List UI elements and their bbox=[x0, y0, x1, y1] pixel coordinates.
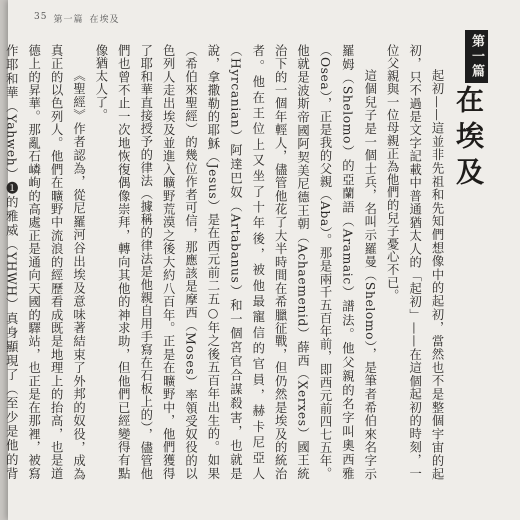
header-part: 第一篇 bbox=[53, 15, 84, 25]
body-text bbox=[4, 44, 448, 480]
paragraph-3: 《聖經》作者認為，從尼羅河谷出埃及意味著結束了外邦的奴役，成為真正的以色列人。他們在曠野中流浪的經歷看成既是地理上的抬高，也是道德上的昇華。那亂石嶙峋的高處正是通向天國的驛站，也正是在那裡，被寫作耶和華（Yahweh）❶的雅威（YHWH）真身顯現了（至少是他的背 bbox=[4, 44, 86, 480]
chapter-heading bbox=[452, 30, 488, 193]
running-header bbox=[34, 12, 119, 25]
header-section: 在埃及 bbox=[89, 15, 120, 25]
book-page bbox=[4, 0, 520, 520]
page-number: 35 bbox=[34, 12, 48, 22]
chapter-title: 在埃及 bbox=[452, 85, 485, 193]
paragraph-1: 起初——這並非先祖和先知們想像中的起初，當然也不是整個宇宙的起初，只不過是文字記載中普通猶太人的「起初」——在這個起初的時刻，一位父親與一位母親正為他們的兒子憂心不已。 bbox=[385, 44, 444, 480]
chapter-label: 第一篇 bbox=[465, 30, 488, 83]
paragraph-2: 這個兒子是一個士兵，名叫示羅曼（Shelomo），是筆者希伯來名字示羅姆（Shelomo）的亞蘭語（Aramaic）譜法。他父親的名字叫奧西雅（Osea），正是我的父親（Aba）。那是兩千五百年前，即西元前四七五年。他就是波斯帝國阿契美尼德王朝（Achaemenid）薛西（Xerxes）國王統治下的一個年輕人，儘管他花了大半時間在希臘征戰，但仍然是埃及的統治者。他在王位上又坐了十年後，被他最寵信的官員，赫卡尼亞人（Hyrcanian）阿達巴奴（Artabanus）和一個宮官合謀殺害，也就是說，拿撒勒的耶穌（Jesus）是在西元前二五○年之後五百年出生的。如果（希伯來聖經）的幾位作者可信，那應該是摩西（Moses）率領受奴役的以色列人走出埃及並進入曠野荒漠之後大約八百年。正是在曠野中，他們獲得了耶和華直接授予的律法（據稱的律法是他親自用手寫在石板上的），儘管他們也曾不止一次地恢復偶像崇拜，轉向其他的神求助，但他們已經變得有點像猶太人了。 bbox=[93, 44, 377, 480]
